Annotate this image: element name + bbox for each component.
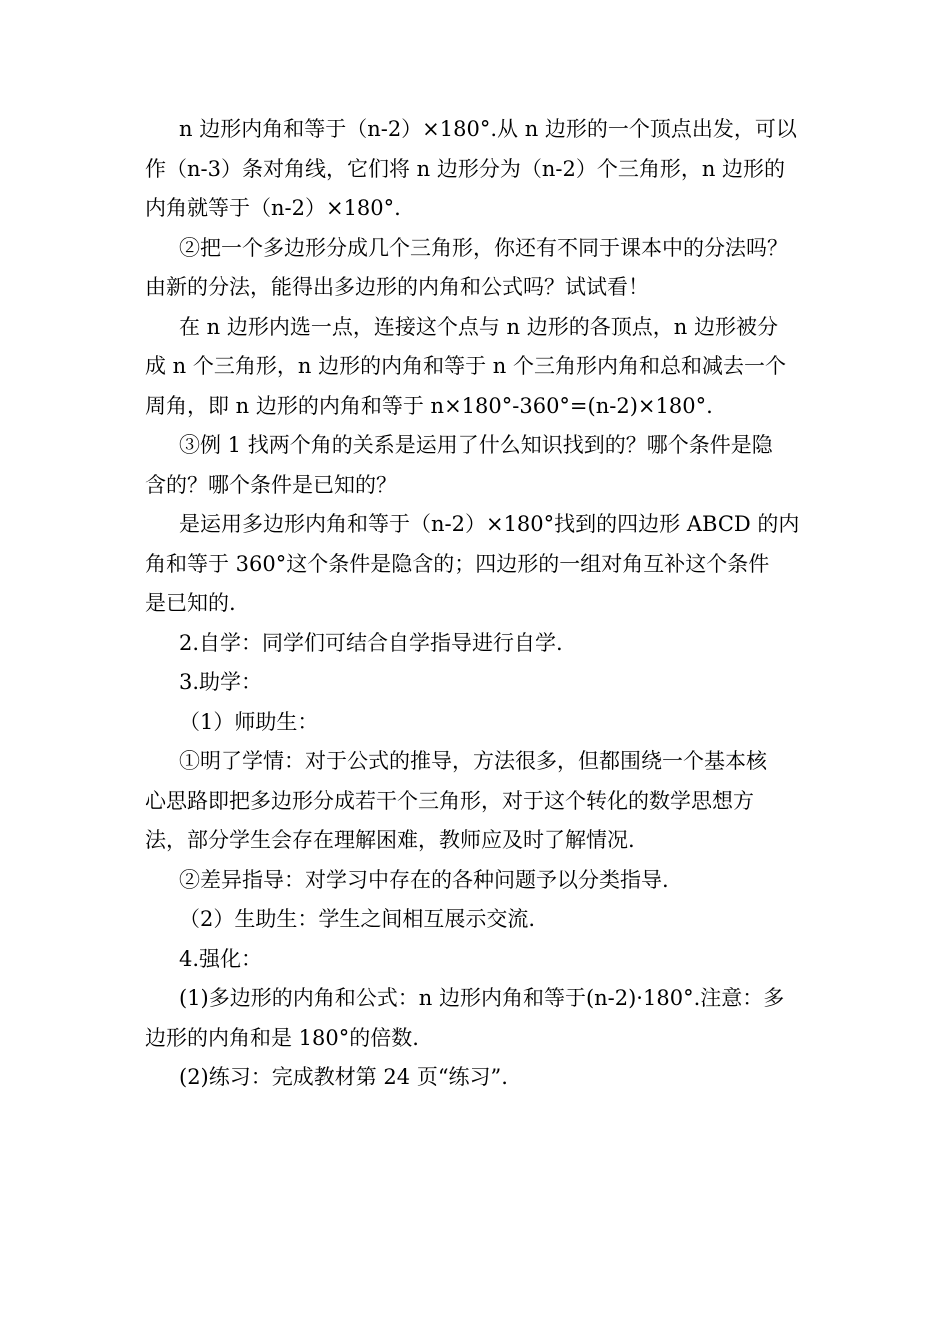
text-line: 是已知的. [145,591,236,615]
paragraph [145,229,825,308]
text-line: （2）生助生：学生之间相互展示交流. [179,907,536,931]
paragraph [145,940,825,980]
text-line: 周角，即 n 边形的内角和等于 n×180°-360°=(n-2)×180°. [145,393,713,418]
paragraph [145,979,825,1058]
text-line: 含的？哪个条件是已知的？ [145,472,397,497]
paragraph [145,308,825,427]
text-line: （1）师助生： [179,709,319,734]
text-line: 2.自学：同学们可结合自学指导进行自学. [179,630,563,655]
paragraph [145,624,825,664]
text-line: n 边形内角和等于（n-2）×180°.从 n 边形的一个顶点出发，可以 [179,117,797,141]
text-line: 3.助学： [179,670,263,694]
text-line: ②差异指导：对学习中存在的各种问题予以分类指导. [179,867,669,892]
text-line: 法，部分学生会存在理解困难，教师应及时了解情况. [145,828,635,852]
paragraph [145,663,825,703]
paragraph [145,742,825,861]
paragraph [145,426,825,505]
text-line: ③例 1 找两个角的关系是运用了什么知识找到的？哪个条件是隐 [179,433,773,457]
text-line: (2)练习：完成教材第 24 页“练习”. [179,1065,508,1089]
text-line: 作（n-3）条对角线，它们将 n 边形分为（n-2）个三角形，n 边形的 [145,156,786,181]
document-body [145,110,825,1098]
paragraph [145,900,825,940]
text-line: (1)多边形的内角和公式：n 边形内角和等于(n-2)·180°.注意：多 [179,986,785,1010]
paragraph [145,703,825,743]
text-line: 边形的内角和是 180°的倍数. [145,1025,419,1050]
text-line: ①明了学情：对于公式的推导，方法很多，但都围绕一个基本核 [179,749,767,773]
text-line: 内角就等于（n-2）×180°. [145,196,401,220]
paragraph [145,861,825,901]
text-line: 是运用多边形内角和等于（n-2）×180°找到的四边形 ABCD 的内 [179,512,800,536]
text-line: ②把一个多边形分成几个三角形，你还有不同于课本中的分法吗？ [179,235,788,260]
paragraph [145,1058,825,1098]
text-line: 心思路即把多边形分成若干个三角形，对于这个转化的数学思想方 [145,788,754,813]
text-line: 由新的分法，能得出多边形的内角和公式吗？试试看！ [145,275,649,299]
text-line: 4.强化： [179,946,263,971]
paragraph [145,505,825,624]
text-line: 成 n 个三角形，n 边形的内角和等于 n 个三角形内角和总和减去一个 [145,354,786,378]
text-line: 角和等于 360°这个条件是隐含的；四边形的一组对角互补这个条件 [145,551,770,576]
text-line: 在 n 边形内选一点，连接这个点与 n 边形的各顶点，n 边形被分 [179,314,778,339]
paragraph [145,110,825,229]
